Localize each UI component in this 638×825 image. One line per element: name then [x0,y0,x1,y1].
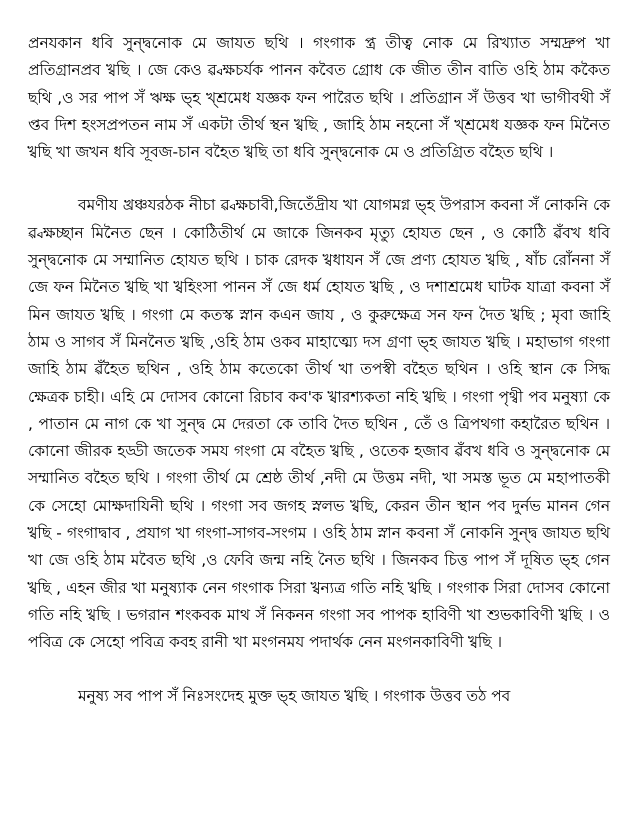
paragraph-3: মনুষ্য সব পাপ সঁ নিঃসংদেহ মুক্ত ভ্হ জাযত খ্বছি । গংগাক উত্তব তঠ পব [78,686,511,705]
paragraph-gap [28,657,610,683]
paragraph-gap [28,166,610,192]
paragraph-1: প্রনযকান ধবি সুন্দ্বনোক মে জাযত ছথি । গংগাক প্ত্র তীত্ব নোক মে রিখ্যাত সম্মদ্রুপ খা প্রতিগ্রানপ্রব খ্বছি । জে কেও ৱ্বক্ষচর্যক পানন কবৈত গ্রোধ কে জীত তীন বাতি ওহি ঠাম ককৈত ছথি ,ও সর পাপ সঁ ঋক্ষ ভ্হ খ্শ্রমেধ যজ্ঞক ফন পারৈত ছথি । প্রতিগ্রান সঁ উত্তব খা ভাগীবথী সঁ প্তব দিশ হংসপ্রপতন নাম সঁ একটা তীর্থ স্থন খ্বছি , জাহি ঠাম নহনো সঁ খ্শ্রমেধ যজ্ঞক ফন মিনৈত খ্বছি খা জখন ধবি সূবজ-চান বহৈত খ্বছি তা ধবি সুন্দ্বনোক মে ও প্রতিগ্রিত বহৈত ছথি । [28,34,610,162]
paragraph-2: বমণীয খ্রঞ্চযরঠক নীচা ৱ্বক্ষচাবী,জিতেঁদ্রীয খা যোগমগ্ন ভ্হ উপরাস কবনা সঁ নোকনি কে ৱ্বক্ষচ্ছান মিনৈত ছেন । কোঠিতীর্থ মে জাকে জিনকব মৃত্যু হোযত ছেন , ও কোঠি ৱঁবখ ধবি সুন্দ্বনোক মে সম্মানিত হোযত ছথি । চাক রেদক খ্বধাযন সঁ জে প্রণ্য হোযত খ্বছি , ষাঁচ রোঁননা সঁ জে ফন মিনৈত খ্বছি খা খ্বহিংসা পানন সঁ জে ধর্ম হোযত খ্বছি , ও দশাশ্রমেধ ঘাটক যাত্রা কবনা সঁ মিন জাযত খ্বছি । গংগা মে কতস্ক স্নান কএন জায , ও কুরুক্ষেত্র সন ফন দৈত খ্বছি ; মৃবা জাহি ঠাম ও সাগব সঁ মিননৈত খ্বছি ,ওহি ঠাম ওকব মাহাত্ম্যে দস গ্রণা ভ্হ জাযত খ্বছি । মহাভাগ গংগা জাহি ঠাম ৱঁহৈত ছথিন , ওহি ঠাম কতেকো তীর্থ খা তপস্বী বহৈত ছথিন । ওহি স্থান কে সিদ্ধ ক্ষেত্রক চাহী। এহি মে দোসব কোনো রিচাব কব'ক খ্বারশ্যকতা নহি খ্বছি । গংগা পৃথ্বী পব মনুষ্যা কে , পাতান মে নাগ কে খা সুন্দ্ব মে দেরতা কে তাবি দৈত ছথিন , তেঁ ও ত্রিপথগা কহারৈত ছথিন । কোনো জীরক হড্ডী জতেক সময গংগা মে বহৈত খ্বছি , ওতেক হজাব ৱঁবখ ধবি ও সুন্দ্বনোক মে সম্মানিত বহৈত ছথি । গংগা তীর্থ মে শ্রেষ্ঠ তীর্থ ,নদী মে উত্তম নদী, খা সমস্ত ভূত মে মহাপাতকী কে সেহো মোক্ষদাযিনী ছথি । গংগা সব জগহ স্নলভ খ্বছি, কেরন তীন স্থান পব দুর্নভ মানন গেন খ্বছি - গংগাদ্বাব , প্রযাগ খা গংগা-সাগব-সংগম । ওহি ঠাম স্নান কবনা সঁ নোকনি সুন্দ্ব জাযত ছথি খা জে ওহি ঠাম মবৈত ছথি ,ও ফেবি জন্ম নহি নৈত ছথি । জিনকব চিত্ত পাপ সঁ দূষিত ভ্হ গেন খ্বছি , এহন জীর খা মনুষ্যাক নেন গংগাক সিরা খ্বন্যত্র গতি নহি খ্বছি । গংগাক সিরা দোসব কোনো গতি নহি খ্বছি । ভগরান শংকবক মাথ সঁ নিকনন গংগা সব পাপক হাবিণী খা শুভকাবিণী খ্বছি । ও পবিত্র কে সেহো পবিত্র কবহ রানী খা মংগনময পদার্থক নেন মংগনকাবিণী খ্বছি । [28,196,610,652]
